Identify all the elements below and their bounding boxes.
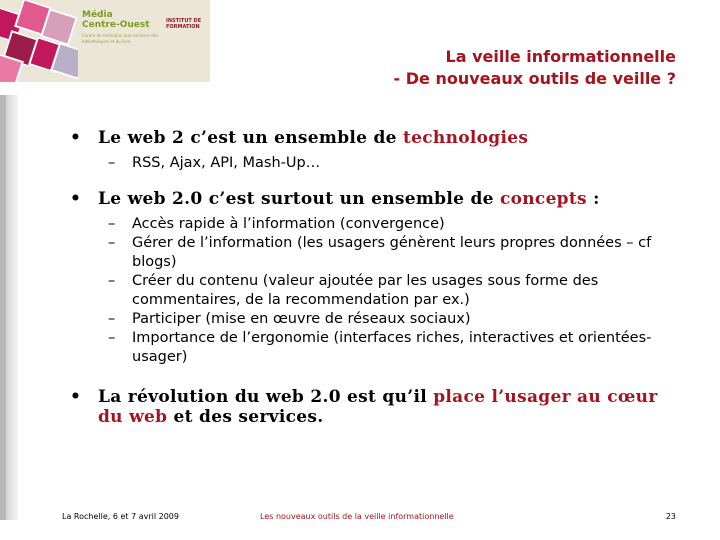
logo-mark-icon xyxy=(0,0,78,82)
logo-tagline: Centre de formation aux carrières des bibliothèques et du livre xyxy=(82,33,159,44)
list-item: – RSS, Ajax, API, Mash-Up… xyxy=(108,155,321,171)
left-decor-bar-dark xyxy=(0,95,6,520)
footer-date: La Rochelle, 6 et 7 avril 2009 xyxy=(62,512,179,521)
bullet-icon: • xyxy=(70,189,82,209)
sub-list-concepts xyxy=(70,215,680,367)
slide-title: La veille informationnelle - De nouveaux outils de veille ? xyxy=(393,47,676,88)
page-number: 23 xyxy=(665,512,676,521)
bullet-technologies: • Le web 2 c’est un ensemble de technologies xyxy=(70,128,529,148)
bullet-icon: • xyxy=(70,128,82,148)
logo xyxy=(0,0,210,82)
list-item: – Participer (mise en œuvre de réseaux sociaux) xyxy=(108,311,471,327)
partner-logo: INSTITUT DE FORMATION xyxy=(166,18,202,30)
bullet-concepts: • Le web 2.0 c’est surtout un ensemble de concepts : xyxy=(70,189,600,209)
slide-content xyxy=(70,128,680,427)
sub-list-technologies xyxy=(70,154,680,173)
logo-name: Média Centre-Ouest xyxy=(82,10,150,30)
list-item: – Créer du contenu (valeur ajoutée par les usages sous forme des commentaires, de la recommendation par ex.) xyxy=(108,273,599,308)
bullet-revolution: • La révolution du web 2.0 est qu’il place l’usager au cœur du web et des services. xyxy=(70,387,658,427)
footer-title: Les nouveaux outils de la veille informationnelle xyxy=(260,512,454,521)
bullet-icon: • xyxy=(70,387,82,407)
list-item: – Accès rapide à l’information (convergence) xyxy=(108,216,445,232)
list-item: – Importance de l’ergonomie (interfaces riches, interactives et orientées-usager) xyxy=(108,330,652,365)
list-item: – Gérer de l’information (les usagers génèrent leurs propres données – cf blogs) xyxy=(108,235,652,270)
